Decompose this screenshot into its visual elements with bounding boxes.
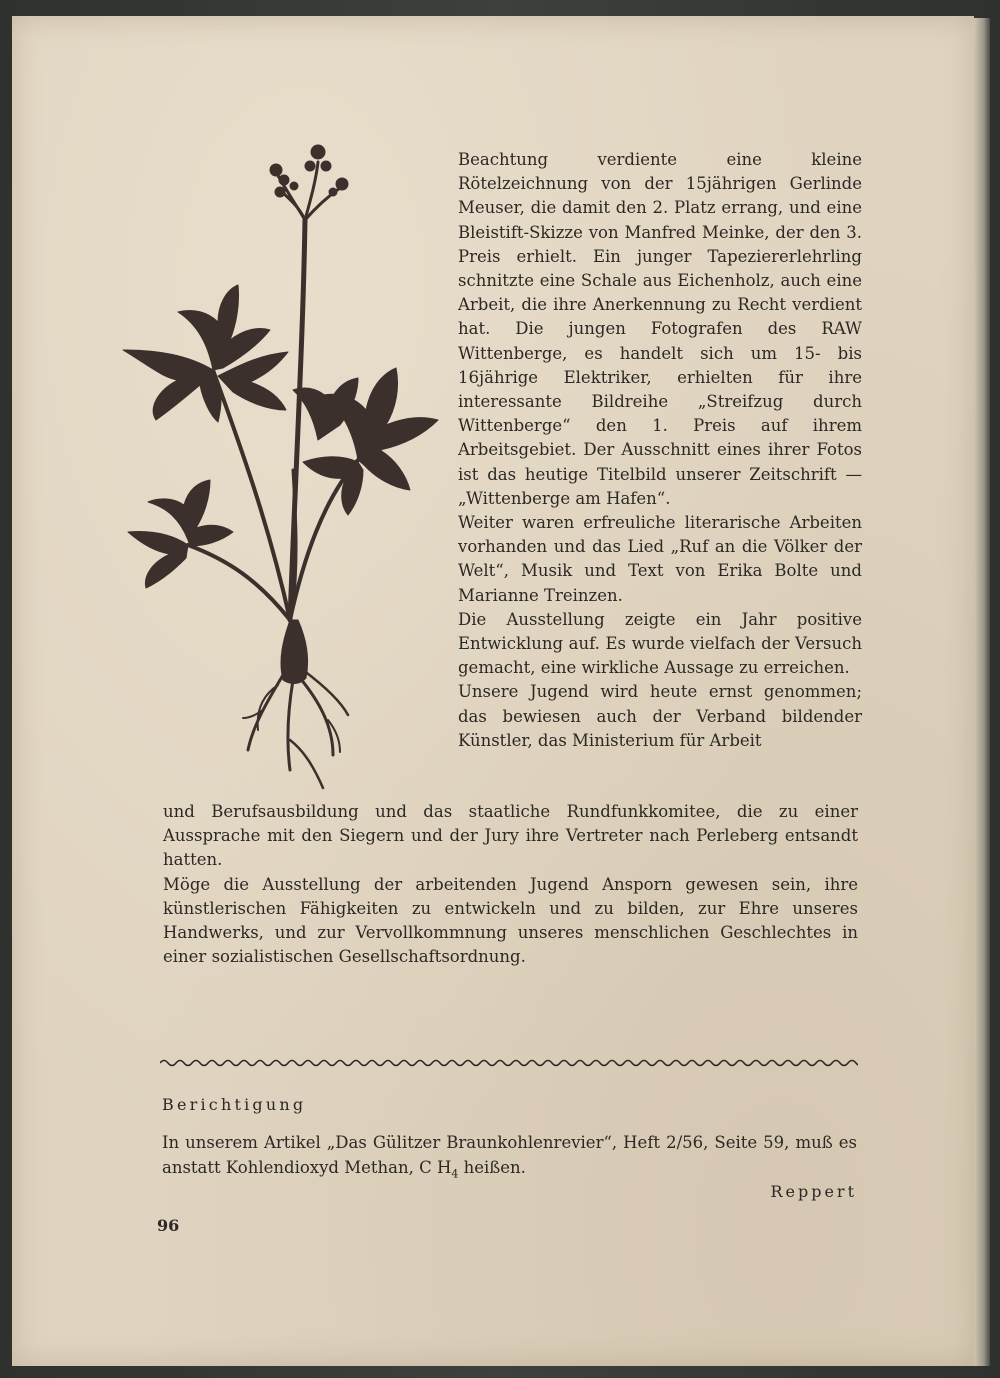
correction-heading: Berichtigung bbox=[162, 1095, 307, 1114]
plant-illustration bbox=[118, 140, 448, 790]
article-paragraph: und Berufsausbildung und das staatliche Rundfunkkomitee, die zu einer Aussprache mit den Siegern und der Jury ihre Vertreter nach Perleberg entsandt hatten. bbox=[163, 802, 858, 870]
article-paragraph: Unsere Jugend wird heute ernst genommen; das bewiesen auch der Verband bildender Künstler, das Ministerium für Arbeit bbox=[458, 682, 862, 750]
correction-body: In unserem Artikel „Das Gülitzer Braunkohlenrevier“, Heft 2/56, Seite 59, muß es anstatt Kohlendioxyd Methan, C H bbox=[162, 1133, 857, 1177]
correction-body-end: heißen. bbox=[458, 1158, 526, 1177]
correction-paragraph bbox=[162, 1130, 857, 1186]
article-full-width bbox=[163, 800, 858, 969]
article-paragraph: Die Ausstellung zeigte ein Jahr positive Entwicklung auf. Es wurde vielfach der Versuch gemacht, eine wirkliche Aussage zu erreichen. bbox=[458, 609, 862, 678]
formula-subscript: 4 bbox=[451, 1167, 459, 1181]
author-signature: Reppert bbox=[770, 1182, 857, 1201]
correction-text bbox=[162, 1130, 857, 1186]
article-paragraph: Beachtung verdiente eine kleine Rötelzeichnung von der 15jährigen Gerlinde Meuser, die damit den 2. Platz errang, und eine Bleistift-Skizze von Manfred Meinke, der den 3. Preis erhielt. Ein junger Tapeziererlehrling schnitzte eine Schale aus Eichenholz, auch eine Arbeit, die ihre Anerkennung zu Recht verdient hat. Die jungen Fotografen des RAW Wittenberge, es handelt sich um 15- bis 16jährige Elektriker, erhielten für ihre interessante Bildreihe „Streifzug durch Wittenberge“ den 1. Preis auf ihrem Arbeitsgebiet. Der Ausschnitt eines ihrer Fotos ist das heutige Titelbild unserer Zeitschrift — „Wittenberge am Hafen“. bbox=[458, 150, 862, 508]
page-number: 96 bbox=[157, 1216, 180, 1235]
article-paragraph: Möge die Ausstellung der arbeitenden Jugend Ansporn gewesen sein, ihre künstlerischen Fähigkeiten zu entwickeln und zu bilden, zur Ehre unseres Handwerks, und zur Vervollkommnung unseres menschlichen Geschlechtes in einer sozialistischen Gesellschaftsordnung. bbox=[163, 874, 858, 967]
wavy-divider bbox=[160, 1056, 858, 1070]
article-paragraph: Weiter waren erfreuliche literarische Arbeiten vorhanden und das Lied „Ruf an die Völker der Welt“, Musik und Text von Erika Bolte und Marianne Treinzen. bbox=[458, 513, 862, 605]
page-edge bbox=[974, 18, 990, 1366]
article-right-column bbox=[458, 148, 862, 753]
